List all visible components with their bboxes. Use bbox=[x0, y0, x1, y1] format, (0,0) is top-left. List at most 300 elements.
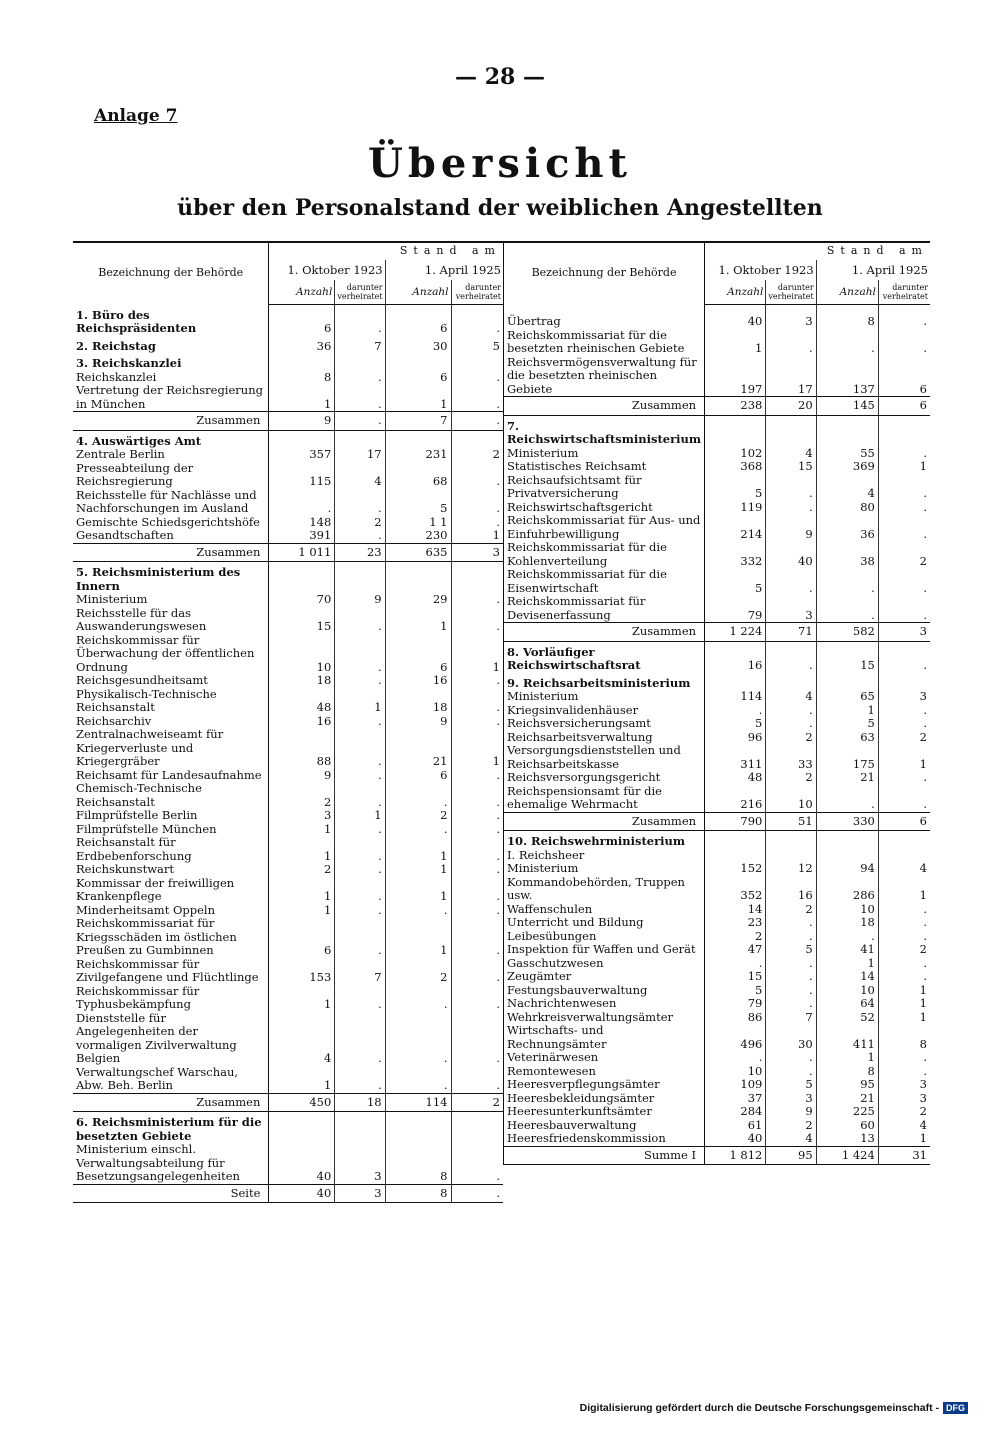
authority-name: Minderheitsamt Oppeln bbox=[76, 902, 216, 917]
verheiratet-1923-cell: 2 bbox=[766, 903, 816, 917]
verheiratet-1925-cell: 6 bbox=[878, 356, 930, 397]
verheiratet-1925-cell: . bbox=[878, 930, 930, 944]
verheiratet-1925-cell: . bbox=[451, 782, 503, 809]
verheiratet-1925-cell: . bbox=[878, 474, 930, 501]
name-column-header: Bezeichnung der Behörde bbox=[98, 266, 244, 280]
anzahl-header: Anzahl bbox=[816, 280, 878, 305]
anzahl-1925-cell bbox=[385, 430, 451, 448]
verheiratet-1925-cell: . bbox=[878, 717, 930, 731]
anzahl-1923-cell: 1 224 bbox=[705, 623, 766, 642]
verheiratet-1923-cell: . bbox=[335, 877, 385, 904]
verheiratet-1925-cell: . bbox=[878, 641, 930, 673]
verheiratet-1923-cell: 33 bbox=[766, 744, 816, 771]
anzahl-1923-cell: 15 bbox=[705, 970, 766, 984]
verheiratet-1925-cell: . bbox=[451, 384, 503, 412]
verheiratet-1923-cell: . bbox=[766, 641, 816, 673]
authority-name: Chemisch-Technische Reichsanstalt bbox=[76, 781, 202, 809]
authority-name: Reichsstelle für das Auswanderungswesen bbox=[76, 605, 207, 633]
table-row bbox=[504, 541, 931, 568]
authority-name: 8. Vorläufiger Reichswirtschaftsrat bbox=[507, 644, 641, 672]
anzahl-1923-cell: 47 bbox=[705, 943, 766, 957]
authority-name: Zusammen bbox=[504, 397, 705, 416]
authority-name: Reichsanstalt für Erdbebenforschung bbox=[76, 835, 192, 863]
authority-name: Reichskommissar für Typhusbekämpfung bbox=[76, 983, 200, 1011]
verheiratet-1925-cell: 6 bbox=[878, 397, 930, 416]
anzahl-1923-cell: 88 bbox=[269, 728, 335, 769]
anzahl-1925-cell: . bbox=[816, 568, 878, 595]
anzahl-1923-cell: 1 bbox=[269, 1066, 335, 1094]
anzahl-1923-cell: 40 bbox=[269, 1184, 335, 1203]
table-row bbox=[73, 958, 503, 985]
authority-name: Leibesübungen bbox=[507, 928, 597, 943]
table-row bbox=[504, 785, 931, 813]
authority-name: Zentralnachweiseamt für Kriegerverluste und Kriegergräber bbox=[76, 727, 224, 768]
anzahl-1925-cell: 14 bbox=[816, 970, 878, 984]
table-row bbox=[504, 501, 931, 515]
verheiratet-1925-cell: . bbox=[878, 501, 930, 515]
verheiratet-1923-cell: . bbox=[335, 917, 385, 958]
verheiratet-1923-cell: . bbox=[766, 984, 816, 998]
verheiratet-1925-cell: . bbox=[451, 607, 503, 634]
authority-name: Veterinärwesen bbox=[507, 1050, 599, 1064]
verheiratet-1923-cell: 10 bbox=[766, 785, 816, 813]
verheiratet-1925-cell: 3 bbox=[878, 690, 930, 704]
total-row bbox=[504, 397, 931, 416]
total-row bbox=[73, 1184, 503, 1203]
authority-name: Zusammen bbox=[73, 412, 269, 431]
verheiratet-1925-cell bbox=[878, 415, 930, 447]
verheiratet-1925-cell: . bbox=[451, 823, 503, 837]
authority-name: Reichskommissar für Zivilgefangene und Flüchtlinge bbox=[76, 956, 259, 984]
verheiratet-1925-cell: 4 bbox=[878, 1119, 930, 1133]
anzahl-1923-cell: 790 bbox=[705, 812, 766, 831]
anzahl-1925-cell: 10 bbox=[816, 903, 878, 917]
anzahl-1923-cell: 450 bbox=[269, 1093, 335, 1112]
anzahl-1923-cell: 15 bbox=[269, 607, 335, 634]
anzahl-1925-cell: 114 bbox=[385, 1093, 451, 1112]
anzahl-1925-cell: 6 bbox=[385, 634, 451, 675]
verheiratet-1923-cell: 7 bbox=[766, 1011, 816, 1025]
verheiratet-1925-cell: . bbox=[878, 447, 930, 461]
anzahl-1925-cell bbox=[816, 849, 878, 863]
anzahl-1923-cell: 284 bbox=[705, 1105, 766, 1119]
table-row bbox=[504, 957, 931, 971]
anzahl-1925-cell: 18 bbox=[816, 916, 878, 930]
verheiratet-1923-cell: 40 bbox=[766, 541, 816, 568]
anzahl-1923-cell: 40 bbox=[269, 1143, 335, 1184]
verheiratet-1923-cell: . bbox=[766, 704, 816, 718]
verheiratet-1925-cell: 4 bbox=[878, 862, 930, 876]
table-row bbox=[504, 771, 931, 785]
verheiratet-1925-cell: . bbox=[451, 489, 503, 516]
authority-name: Übertrag bbox=[507, 314, 561, 328]
table-row bbox=[73, 674, 503, 688]
anzahl-1923-cell: 391 bbox=[269, 529, 335, 543]
anzahl-1923-cell: 86 bbox=[705, 1011, 766, 1025]
anzahl-1923-cell: 1 bbox=[269, 836, 335, 863]
authority-name: Ministerium bbox=[507, 861, 579, 875]
anzahl-1925-cell: 1 bbox=[385, 607, 451, 634]
table-row bbox=[73, 607, 503, 634]
anzahl-1925-cell: 6 bbox=[385, 769, 451, 783]
anzahl-1925-cell: 16 bbox=[385, 674, 451, 688]
verheiratet-1925-cell bbox=[451, 430, 503, 448]
anzahl-1925-cell bbox=[816, 831, 878, 849]
verheiratet-1925-cell: . bbox=[878, 957, 930, 971]
anzahl-1923-cell: . bbox=[705, 1051, 766, 1065]
anzahl-1925-cell: 65 bbox=[816, 690, 878, 704]
verheiratet-1923-cell: . bbox=[335, 529, 385, 543]
anzahl-1925-cell: 230 bbox=[385, 529, 451, 543]
darunter-header: darunter verheiratet bbox=[878, 280, 930, 305]
table-row bbox=[504, 903, 931, 917]
authority-name: 10. Reichswehrministerium bbox=[507, 834, 686, 848]
anzahl-1923-cell: 10 bbox=[705, 1065, 766, 1079]
authority-name: Heeresbauverwaltung bbox=[507, 1117, 637, 1132]
verheiratet-1923-cell: 3 bbox=[766, 595, 816, 623]
anzahl-1923-cell: 216 bbox=[705, 785, 766, 813]
authority-name: Verwaltungschef Warschau, Abw. Beh. Berlin bbox=[76, 1064, 239, 1092]
verheiratet-1923-cell: 9 bbox=[766, 514, 816, 541]
verheiratet-1925-cell: . bbox=[878, 704, 930, 718]
verheiratet-1925-cell bbox=[878, 849, 930, 863]
table-row bbox=[73, 809, 503, 823]
date1-header: 1. Oktober 1923 bbox=[705, 260, 817, 280]
anzahl-1925-cell bbox=[385, 562, 451, 594]
authority-name: Physikalisch-Technische Reichsanstalt bbox=[76, 686, 217, 714]
verheiratet-1923-cell: . bbox=[335, 489, 385, 516]
authority-name: Reichskommissariat für Devisenerfassung bbox=[507, 594, 646, 622]
anzahl-1925-cell: 330 bbox=[816, 812, 878, 831]
table-row bbox=[73, 384, 503, 412]
anzahl-1925-cell: . bbox=[385, 823, 451, 837]
anzahl-1925-cell: 30 bbox=[385, 336, 451, 354]
anzahl-1925-cell: 4 bbox=[816, 474, 878, 501]
anzahl-1925-cell: 145 bbox=[816, 397, 878, 416]
authority-name: 1. Büro des Reichspräsidenten bbox=[76, 307, 197, 335]
section-row bbox=[73, 430, 503, 448]
anzahl-1923-cell: 6 bbox=[269, 305, 335, 336]
verheiratet-1923-cell: . bbox=[766, 329, 816, 356]
verheiratet-1923-cell: 5 bbox=[766, 943, 816, 957]
verheiratet-1923-cell: . bbox=[335, 769, 385, 783]
authority-name: Heeresunterkunftsämter bbox=[507, 1104, 652, 1118]
stand-am-header: Stand am bbox=[705, 241, 930, 260]
section-row bbox=[73, 336, 503, 354]
verheiratet-1925-cell: . bbox=[451, 412, 503, 431]
anzahl-1923-cell: 368 bbox=[705, 460, 766, 474]
verheiratet-1923-cell: 20 bbox=[766, 397, 816, 416]
anzahl-1925-cell: 64 bbox=[816, 997, 878, 1011]
authority-name: Reichsversicherungsamt bbox=[507, 716, 651, 730]
authority-name: 9. Reichsarbeitsministerium bbox=[507, 675, 691, 690]
verheiratet-1923-cell: . bbox=[335, 904, 385, 918]
verheiratet-1925-cell: . bbox=[451, 674, 503, 688]
anzahl-1923-cell: 40 bbox=[705, 1132, 766, 1146]
verheiratet-1925-cell: 31 bbox=[878, 1146, 930, 1165]
right-table bbox=[503, 241, 930, 1165]
verheiratet-1923-cell: . bbox=[766, 930, 816, 944]
anzahl-1925-cell: 1 bbox=[385, 877, 451, 904]
verheiratet-1925-cell: 3 bbox=[878, 1078, 930, 1092]
anzahl-1925-cell: 8 bbox=[816, 305, 878, 329]
authority-name: 5. Reichsministerium des Innern bbox=[76, 565, 241, 593]
anzahl-1923-cell: 4 bbox=[269, 1012, 335, 1066]
anzahl-1923-cell bbox=[705, 673, 766, 691]
table-row bbox=[504, 1011, 931, 1025]
verheiratet-1925-cell: 8 bbox=[878, 1024, 930, 1051]
verheiratet-1925-cell: 1 bbox=[451, 728, 503, 769]
verheiratet-1925-cell: 2 bbox=[878, 943, 930, 957]
table-row bbox=[73, 462, 503, 489]
page-title: Übersicht bbox=[367, 140, 632, 187]
anzahl-1923-cell: 102 bbox=[705, 447, 766, 461]
verheiratet-1923-cell: 2 bbox=[766, 1119, 816, 1133]
anzahl-1923-cell bbox=[269, 353, 335, 371]
authority-name: Heeresverpflegungsämter bbox=[507, 1077, 660, 1091]
anzahl-1923-cell: 1 bbox=[269, 384, 335, 412]
anzahl-1925-cell: 21 bbox=[816, 771, 878, 785]
verheiratet-1923-cell: 2 bbox=[766, 731, 816, 745]
anzahl-1923-cell: 16 bbox=[705, 641, 766, 673]
anzahl-1925-cell: 60 bbox=[816, 1119, 878, 1133]
anzahl-1923-cell: 115 bbox=[269, 462, 335, 489]
anzahl-1923-cell: 2 bbox=[269, 782, 335, 809]
verheiratet-1923-cell: . bbox=[335, 607, 385, 634]
anzahl-1923-cell: 148 bbox=[269, 516, 335, 530]
anzahl-1925-cell: 38 bbox=[816, 541, 878, 568]
verheiratet-1925-cell: . bbox=[878, 595, 930, 623]
verheiratet-1925-cell: 2 bbox=[878, 731, 930, 745]
verheiratet-1925-cell: . bbox=[878, 305, 930, 329]
anzahl-1925-cell: 225 bbox=[816, 1105, 878, 1119]
anzahl-1923-cell: . bbox=[269, 489, 335, 516]
authority-name: Ministerium bbox=[507, 689, 579, 703]
verheiratet-1923-cell: . bbox=[335, 1066, 385, 1094]
verheiratet-1923-cell: . bbox=[335, 412, 385, 431]
table-row bbox=[504, 744, 931, 771]
verheiratet-1925-cell: . bbox=[451, 516, 503, 530]
anzahl-1925-cell: 80 bbox=[816, 501, 878, 515]
table-row bbox=[73, 688, 503, 715]
anzahl-1925-cell: 1 bbox=[816, 957, 878, 971]
verheiratet-1923-cell: 95 bbox=[766, 1146, 816, 1165]
authority-name: Inspektion für Waffen und Gerät bbox=[507, 942, 696, 956]
authority-name: Reichskommissariat für die besetzten rheinischen Gebiete bbox=[507, 327, 685, 355]
authority-name: Ministerium einschl. Verwaltungsabteilung für Besetzungsangelegenheiten bbox=[76, 1142, 240, 1183]
authority-name: 3. Reichskanzlei bbox=[76, 356, 182, 370]
table-row bbox=[504, 1065, 931, 1079]
verheiratet-1925-cell bbox=[878, 673, 930, 691]
authority-name: Gemischte Schiedsgerichtshöfe bbox=[76, 514, 260, 529]
authority-name: Filmprüfstelle Berlin bbox=[76, 808, 198, 822]
footer-text: Digitalisierung gefördert durch die Deutsche Forschungsgemeinschaft - bbox=[579, 1402, 939, 1414]
verheiratet-1923-cell: . bbox=[335, 823, 385, 837]
authority-name: Reichspensionsamt für die ehemalige Wehrmacht bbox=[507, 783, 662, 811]
verheiratet-1923-cell bbox=[335, 1112, 385, 1144]
anzahl-1925-cell: 1 bbox=[385, 836, 451, 863]
verheiratet-1923-cell: . bbox=[766, 501, 816, 515]
verheiratet-1925-cell: . bbox=[451, 985, 503, 1012]
verheiratet-1923-cell: . bbox=[335, 728, 385, 769]
authority-name: Seite bbox=[73, 1184, 269, 1203]
anzahl-1925-cell: 55 bbox=[816, 447, 878, 461]
verheiratet-1923-cell: . bbox=[335, 985, 385, 1012]
anzahl-1925-cell: 29 bbox=[385, 593, 451, 607]
verheiratet-1925-cell bbox=[451, 353, 503, 371]
authority-name: Wehrkreisverwaltungsämter bbox=[507, 1009, 674, 1024]
anzahl-1925-cell: . bbox=[385, 782, 451, 809]
anzahl-1923-cell: 311 bbox=[705, 744, 766, 771]
table-row bbox=[504, 1078, 931, 1092]
authority-name: Zusammen bbox=[504, 812, 705, 831]
verheiratet-1925-cell: 1 bbox=[878, 997, 930, 1011]
anzahl-1923-cell: 79 bbox=[705, 997, 766, 1011]
anzahl-1923-cell bbox=[269, 1112, 335, 1144]
verheiratet-1925-cell: 1 bbox=[878, 460, 930, 474]
verheiratet-1923-cell bbox=[766, 415, 816, 447]
table-row bbox=[504, 1132, 931, 1146]
anzahl-1923-cell: 9 bbox=[269, 412, 335, 431]
darunter-header: darunter verheiratet bbox=[451, 280, 503, 305]
anzahl-1923-cell bbox=[269, 430, 335, 448]
anzahl-1923-cell: . bbox=[705, 704, 766, 718]
verheiratet-1925-cell: 1 bbox=[878, 984, 930, 998]
anzahl-1923-cell: 3 bbox=[269, 809, 335, 823]
anzahl-1925-cell: 1 bbox=[385, 863, 451, 877]
verheiratet-1925-cell: . bbox=[451, 371, 503, 385]
verheiratet-1923-cell: . bbox=[335, 1012, 385, 1066]
anzahl-1923-cell: 152 bbox=[705, 862, 766, 876]
anzahl-1923-cell: 70 bbox=[269, 593, 335, 607]
anzahl-1925-cell: . bbox=[816, 785, 878, 813]
verheiratet-1923-cell: . bbox=[766, 717, 816, 731]
authority-name: Ministerium bbox=[76, 592, 148, 606]
verheiratet-1923-cell: . bbox=[766, 997, 816, 1011]
verheiratet-1925-cell bbox=[451, 1112, 503, 1144]
authority-name: Heeresbekleidungsämter bbox=[507, 1090, 655, 1105]
authority-name: Reichsamt für Landesaufnahme bbox=[76, 767, 262, 782]
anzahl-1925-cell: 5 bbox=[385, 489, 451, 516]
verheiratet-1923-cell: 4 bbox=[766, 690, 816, 704]
table-row bbox=[504, 690, 931, 704]
anzahl-1923-cell: 214 bbox=[705, 514, 766, 541]
table-row bbox=[504, 876, 931, 903]
table-row bbox=[504, 1051, 931, 1065]
table-row bbox=[504, 447, 931, 461]
authority-name: Nachrichtenwesen bbox=[507, 996, 617, 1010]
verheiratet-1923-cell: 16 bbox=[766, 876, 816, 903]
section-row bbox=[73, 1112, 503, 1144]
anzahl-1925-cell: . bbox=[385, 1012, 451, 1066]
table-row bbox=[73, 782, 503, 809]
verheiratet-1925-cell: . bbox=[451, 836, 503, 863]
verheiratet-1923-cell: 30 bbox=[766, 1024, 816, 1051]
table-row bbox=[504, 460, 931, 474]
anzahl-1923-cell: 40 bbox=[705, 305, 766, 329]
anzahl-1925-cell: 8 bbox=[385, 1184, 451, 1203]
table-row bbox=[504, 849, 931, 863]
authority-name: Zentrale Berlin bbox=[76, 447, 165, 461]
table-row bbox=[73, 448, 503, 462]
authority-name: Reichsaufsichtsamt für Privatversicherung bbox=[507, 472, 642, 500]
section-row bbox=[73, 353, 503, 371]
verheiratet-1923-cell: . bbox=[335, 371, 385, 385]
anzahl-1925-cell: 1 424 bbox=[816, 1146, 878, 1165]
authority-name: Kommandobehörden, Truppen usw. bbox=[507, 874, 685, 902]
authority-name: Festungsbauverwaltung bbox=[507, 982, 648, 997]
anzahl-1925-cell: 36 bbox=[816, 514, 878, 541]
verheiratet-1923-cell: 7 bbox=[335, 336, 385, 354]
anzahl-1925-cell: 94 bbox=[816, 862, 878, 876]
verheiratet-1925-cell: . bbox=[451, 769, 503, 783]
authority-name: Reichsarchiv bbox=[76, 713, 152, 728]
table-row bbox=[504, 356, 931, 397]
anzahl-1925-cell: 286 bbox=[816, 876, 878, 903]
verheiratet-1923-cell: 4 bbox=[766, 1132, 816, 1146]
section-row bbox=[504, 415, 931, 447]
table-row bbox=[73, 917, 503, 958]
authority-name: Zeugämter bbox=[507, 969, 572, 983]
verheiratet-1923-cell: . bbox=[335, 836, 385, 863]
anzahl-1925-cell bbox=[816, 673, 878, 691]
authority-name: Heeresfriedenskommission bbox=[507, 1131, 666, 1145]
total-row bbox=[504, 623, 931, 642]
authority-name: Dienststelle für Angelegenheiten der vormaligen Zivilverwaltung Belgien bbox=[76, 1010, 237, 1065]
verheiratet-1925-cell: . bbox=[451, 863, 503, 877]
verheiratet-1923-cell bbox=[766, 849, 816, 863]
total-row bbox=[73, 543, 503, 562]
date2-header: 1. April 1925 bbox=[816, 260, 930, 280]
verheiratet-1925-cell: . bbox=[451, 593, 503, 607]
table-row bbox=[73, 769, 503, 783]
table-row bbox=[504, 514, 931, 541]
table-row bbox=[504, 305, 931, 329]
darunter-header: darunter verheiratet bbox=[335, 280, 385, 305]
verheiratet-1923-cell: 4 bbox=[766, 447, 816, 461]
verheiratet-1925-cell: . bbox=[451, 1184, 503, 1203]
anzahl-1923-cell: 61 bbox=[705, 1119, 766, 1133]
anzahl-1925-cell: 7 bbox=[385, 412, 451, 431]
verheiratet-1923-cell: . bbox=[335, 715, 385, 729]
anzahl-1925-cell: 5 bbox=[816, 717, 878, 731]
verheiratet-1923-cell: . bbox=[766, 957, 816, 971]
verheiratet-1925-cell: 1 bbox=[878, 876, 930, 903]
anzahl-1923-cell: 2 bbox=[705, 930, 766, 944]
verheiratet-1925-cell: 1 bbox=[451, 529, 503, 543]
anzahl-1925-cell: 2 bbox=[385, 958, 451, 985]
verheiratet-1923-cell: 18 bbox=[335, 1093, 385, 1112]
verheiratet-1925-cell: . bbox=[451, 1066, 503, 1094]
verheiratet-1923-cell: 3 bbox=[766, 1092, 816, 1106]
anzahl-1923-cell: 1 bbox=[269, 877, 335, 904]
anzahl-1923-cell: 332 bbox=[705, 541, 766, 568]
table-row bbox=[504, 984, 931, 998]
verheiratet-1925-cell: . bbox=[451, 1143, 503, 1184]
anzahl-1925-cell: 52 bbox=[816, 1011, 878, 1025]
authority-name: Filmprüfstelle München bbox=[76, 821, 217, 836]
anzahl-1925-cell: . bbox=[385, 985, 451, 1012]
verheiratet-1925-cell: 2 bbox=[451, 1093, 503, 1112]
authority-name: Zusammen bbox=[504, 623, 705, 642]
verheiratet-1923-cell: . bbox=[335, 782, 385, 809]
anzahl-1923-cell bbox=[269, 562, 335, 594]
table-row bbox=[73, 836, 503, 863]
verheiratet-1925-cell: 2 bbox=[878, 1105, 930, 1119]
anzahl-1925-cell: 635 bbox=[385, 543, 451, 562]
verheiratet-1923-cell: . bbox=[766, 1065, 816, 1079]
verheiratet-1925-cell: . bbox=[878, 1051, 930, 1065]
